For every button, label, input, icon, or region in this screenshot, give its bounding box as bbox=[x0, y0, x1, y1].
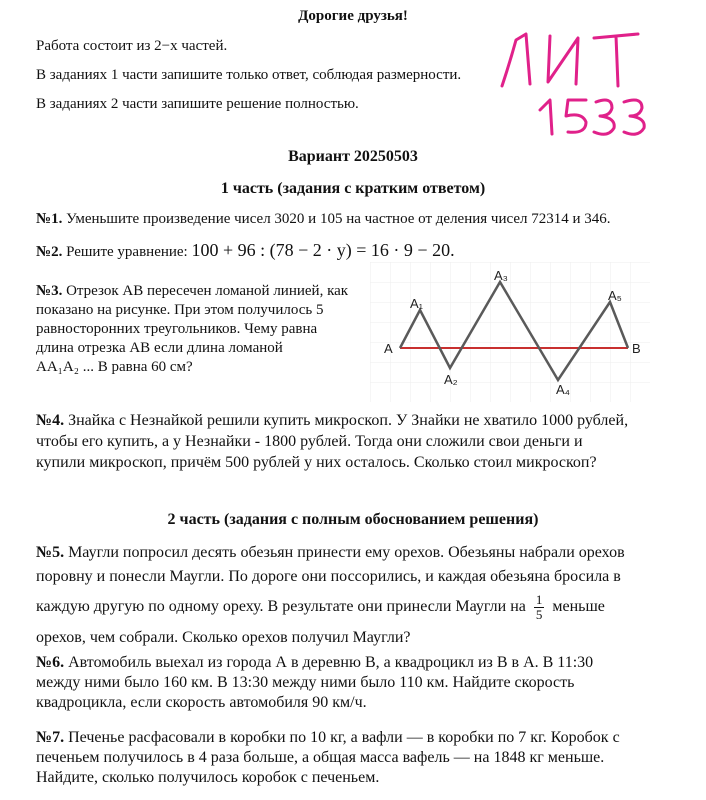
task4-number: №4. bbox=[36, 412, 65, 429]
task6-line-1: Автомобиль выехал из города А в деревню В, а квадроцикл из В в А. В 11:30 bbox=[68, 654, 594, 671]
part1-title: 1 часть (задания с кратким ответом) bbox=[220, 180, 486, 197]
task7-line-3: Найдите, сколько получилось коробок с печеньем. bbox=[36, 769, 380, 786]
task5 bbox=[36, 541, 625, 650]
label-a5: A₅ bbox=[608, 288, 622, 303]
intro-line-2: В заданиях 1 части запишите только ответ, соблюдая размерности. bbox=[36, 67, 462, 83]
label-a: A bbox=[384, 341, 393, 356]
task3 bbox=[36, 282, 348, 377]
task4-line-2: чтобы его купить, а у Незнайки - 1800 рублей. Тогда они сложили свои деньги и bbox=[36, 433, 583, 450]
task6-line-2: между ними было 160 км. В 13:30 между ними было 110 км. Найдите скорость bbox=[36, 674, 575, 691]
handwriting-digit-1 bbox=[540, 100, 552, 134]
task3-line-4: длина отрезка AB если длина ломаной bbox=[36, 340, 283, 356]
label-a3: A₃ bbox=[494, 268, 508, 283]
greeting: Дорогие друзья! bbox=[298, 8, 408, 24]
task7-line-2: печеньем получилось в 4 раза больше, а общая масса вафель — на 1848 кг меньше. bbox=[36, 749, 605, 766]
task3-figure bbox=[370, 262, 650, 402]
task3-line-2: показано на рисунке. При этом получилось 5 bbox=[36, 302, 324, 318]
task6 bbox=[36, 653, 593, 713]
figure-grid bbox=[370, 262, 650, 402]
handwriting-letter-t bbox=[594, 34, 638, 86]
task7-number: №7. bbox=[36, 729, 65, 746]
task2-equation: 100 + 96 : (78 − 2 · y) = 16 · 9 − 20. bbox=[191, 240, 455, 260]
fraction-denominator: 5 bbox=[535, 607, 543, 622]
task1-text: Уменьшите произведение чисел 3020 и 105 на частное от деления чисел 72314 и 346. bbox=[66, 211, 611, 227]
intro-line-3: В заданиях 2 части запишите решение полностью. bbox=[36, 96, 359, 112]
task3-number: №3. bbox=[36, 283, 63, 299]
task3-line-3: равносторонних треугольников. Чему равна bbox=[36, 321, 318, 337]
task4 bbox=[36, 410, 628, 473]
task6-number: №6. bbox=[36, 654, 65, 671]
task5-line-3-end: меньше bbox=[552, 598, 605, 616]
task1-number: №1. bbox=[36, 211, 63, 227]
part2-title: 2 часть (задания с полным обоснованием решения) bbox=[167, 511, 539, 528]
label-a2: A₂ bbox=[444, 372, 458, 387]
task5-line-3: каждую другую по одному ореху. В результате они принесли Маугли на bbox=[36, 598, 526, 616]
handwriting-letter-i bbox=[548, 36, 578, 84]
task2-number: №2. bbox=[36, 244, 63, 260]
task5-line-4: орехов, чем собрали. Сколько орехов получил Маугли? bbox=[36, 629, 411, 646]
intro-line-1: Работа состоит из 2−х частей. bbox=[36, 38, 228, 54]
handwriting-digit-5 bbox=[566, 100, 586, 132]
task7 bbox=[36, 728, 620, 788]
task5-line-1: Маугли попросил десять обезьян принести ему орехов. Обезьяны набрали орехов bbox=[68, 544, 625, 561]
label-a4: A₄ bbox=[556, 382, 570, 397]
handwritten-annotation bbox=[490, 22, 660, 142]
handwriting-letter-l bbox=[502, 34, 530, 86]
task3-line-1: Отрезок AB пересечен ломаной линией, как bbox=[66, 283, 349, 299]
task7-line-1: Печенье расфасовали в коробки по 10 кг, а вафли — в коробки по 7 кг. Коробок с bbox=[68, 729, 620, 746]
label-b: B bbox=[632, 341, 641, 356]
task5-line-2: поровну и понесли Маугли. По дороге они поссорились, и каждая обезьяна бросила в bbox=[36, 568, 621, 585]
fraction-numerator: 1 bbox=[535, 592, 543, 607]
task4-line-1: Знайка с Незнайкой решили купить микроскоп. У Знайки не хватило 1000 рублей, bbox=[68, 412, 629, 429]
task2 bbox=[36, 240, 455, 261]
task5-fraction bbox=[534, 593, 545, 622]
task1 bbox=[36, 211, 611, 228]
task2-text: Решите уравнение: bbox=[66, 244, 188, 260]
task3-line-5: AA₁A₂ ... B равна 60 см? bbox=[36, 359, 193, 375]
task6-line-3: квадроцикла, если скорость автомобиля 90 км/ч. bbox=[36, 694, 367, 711]
task4-line-3: купили микроскоп, причём 500 рублей у них осталось. Сколько стоил микроскоп? bbox=[36, 454, 597, 471]
label-a1: A₁ bbox=[410, 296, 424, 311]
handwriting-digit-3b bbox=[624, 100, 644, 134]
task5-number: №5. bbox=[36, 544, 65, 561]
variant-title: Вариант 20250503 bbox=[288, 148, 418, 165]
handwriting-digit-3a bbox=[594, 100, 614, 134]
